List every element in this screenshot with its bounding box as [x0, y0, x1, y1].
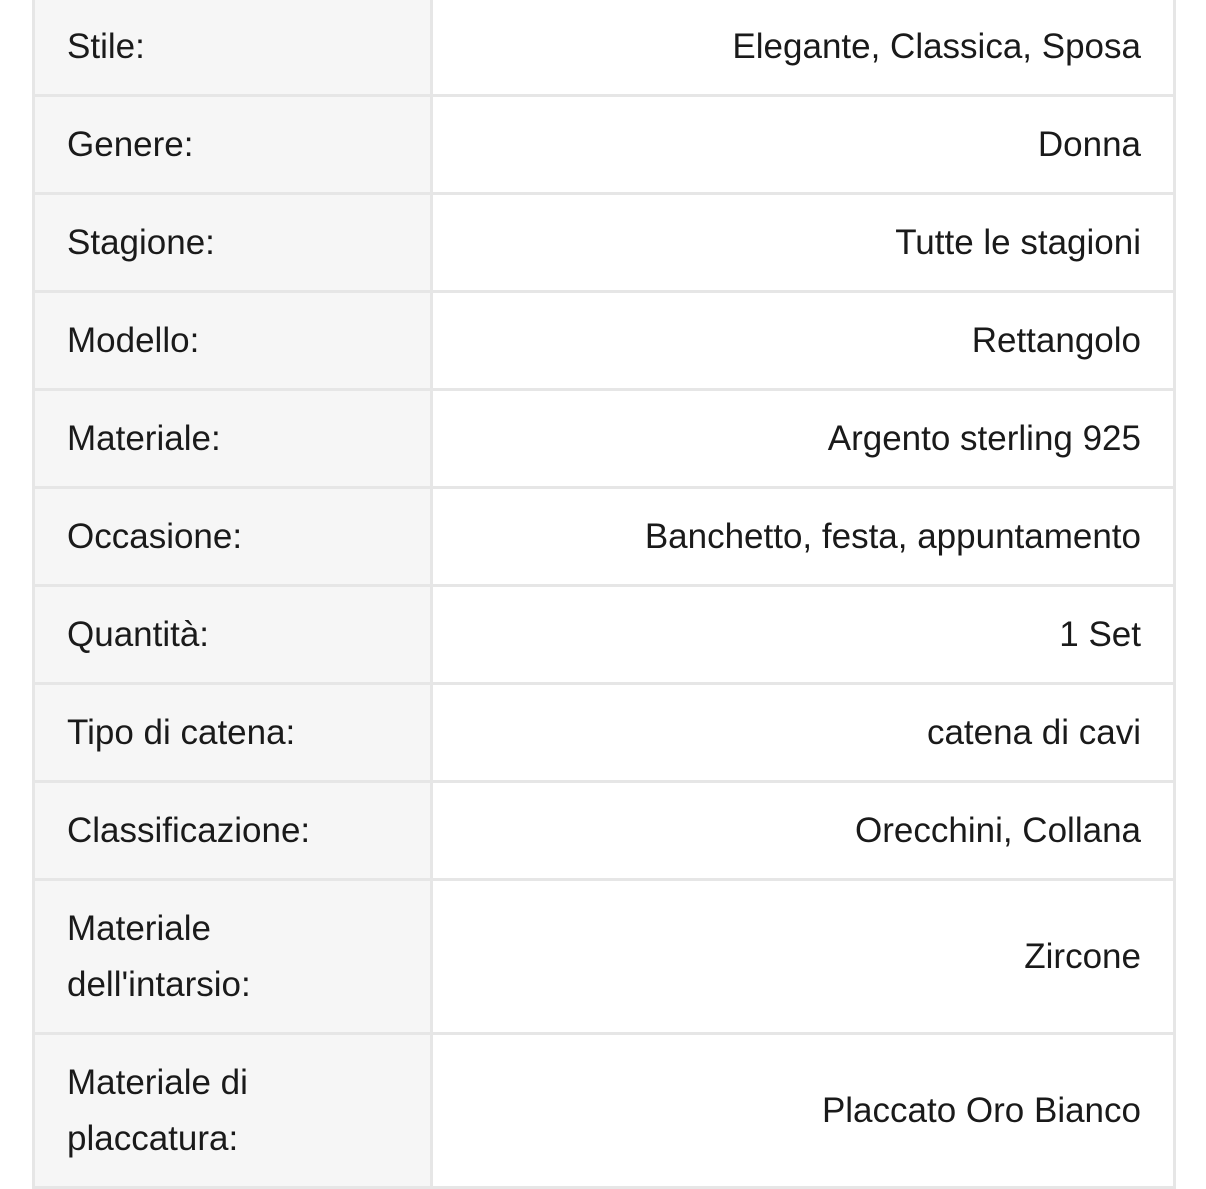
- spec-value-stagione: Tutte le stagioni: [432, 194, 1175, 292]
- spec-label-stile: Stile:: [34, 0, 432, 96]
- spec-label-modello: Modello:: [34, 292, 432, 390]
- spec-value-materiale: Argento sterling 925: [432, 390, 1175, 488]
- table-row: [34, 586, 1175, 684]
- spec-label-materiale-intarsio: Materiale dell'intarsio:: [34, 880, 432, 1034]
- table-row: [34, 0, 1175, 96]
- table-row: [34, 194, 1175, 292]
- spec-value-materiale-intarsio: Zircone: [432, 880, 1175, 1034]
- spec-label-quantita: Quantità:: [34, 586, 432, 684]
- table-row: [34, 782, 1175, 880]
- spec-label-genere: Genere:: [34, 96, 432, 194]
- table-row: [34, 488, 1175, 586]
- table-row: [34, 390, 1175, 488]
- spec-label-materiale: Materiale:: [34, 390, 432, 488]
- table-row: [34, 880, 1175, 1034]
- spec-value-tipo-catena: catena di cavi: [432, 684, 1175, 782]
- spec-value-modello: Rettangolo: [432, 292, 1175, 390]
- spec-value-stile: Elegante, Classica, Sposa: [432, 0, 1175, 96]
- spec-label-materiale-placcatura: Materiale di placcatura:: [34, 1034, 432, 1188]
- spec-value-occasione: Banchetto, festa, appuntamento: [432, 488, 1175, 586]
- spec-table: [32, 0, 1176, 1189]
- spec-label-tipo-catena: Tipo di catena:: [34, 684, 432, 782]
- spec-value-genere: Donna: [432, 96, 1175, 194]
- table-row: [34, 1034, 1175, 1188]
- table-row: [34, 684, 1175, 782]
- product-specs: [32, 0, 1173, 1189]
- spec-label-stagione: Stagione:: [34, 194, 432, 292]
- spec-value-classificazione: Orecchini, Collana: [432, 782, 1175, 880]
- table-row: [34, 96, 1175, 194]
- table-row: [34, 292, 1175, 390]
- spec-label-occasione: Occasione:: [34, 488, 432, 586]
- spec-label-classificazione: Classificazione:: [34, 782, 432, 880]
- spec-value-quantita: 1 Set: [432, 586, 1175, 684]
- spec-value-materiale-placcatura: Placcato Oro Bianco: [432, 1034, 1175, 1188]
